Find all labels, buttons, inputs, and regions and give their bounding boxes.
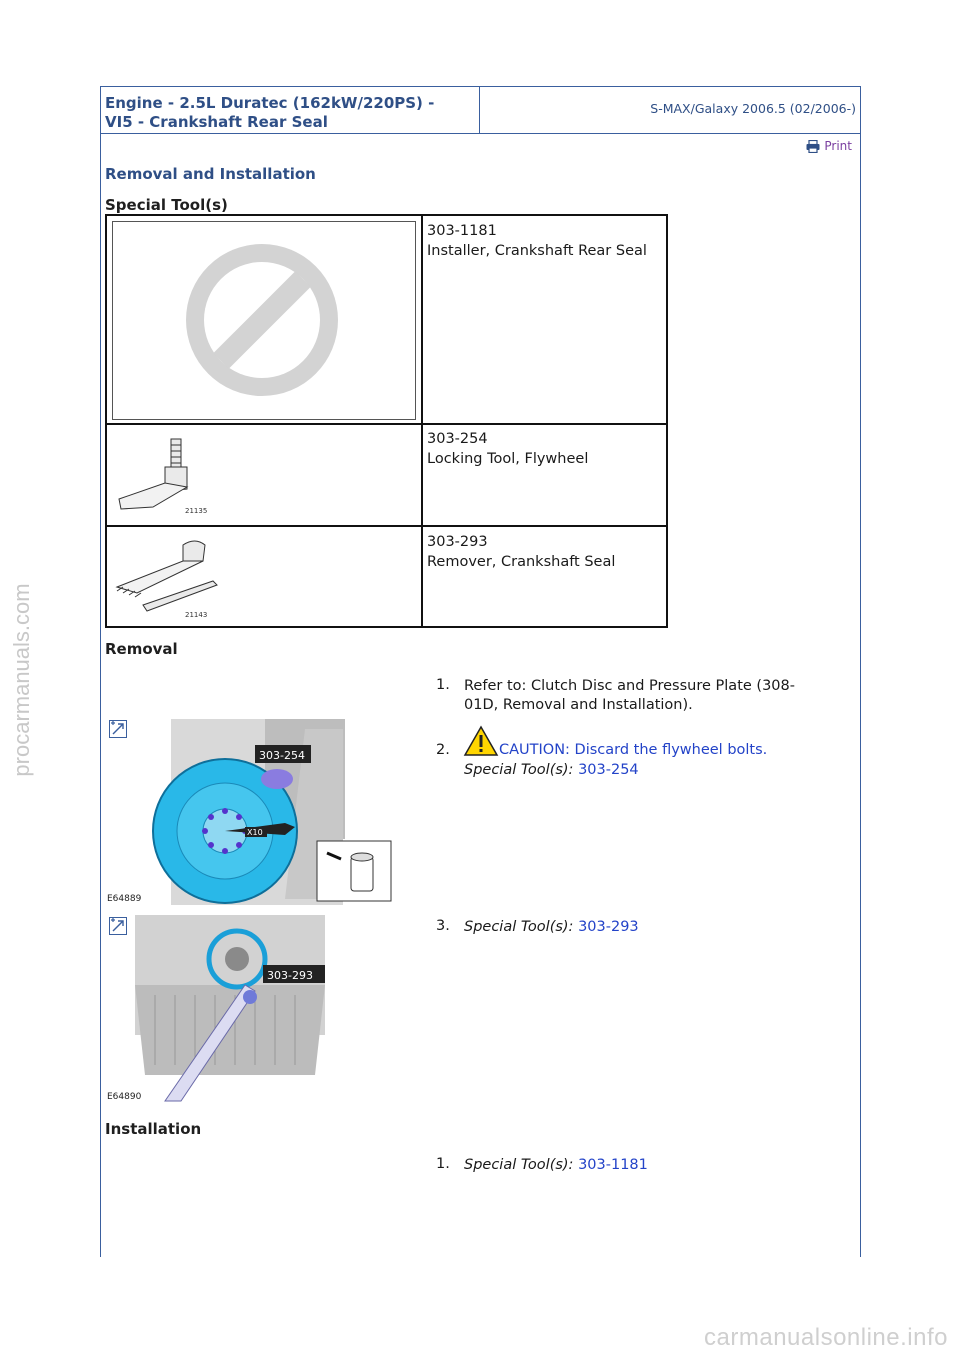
special-tools-table xyxy=(105,214,668,628)
step-text-line: 01D, Removal and Installation). xyxy=(464,697,693,713)
step-text-line: Refer to: Clutch Disc and Pressure Plate (308- xyxy=(464,678,795,694)
tool-link-303-293[interactable]: 303-293 xyxy=(578,919,639,935)
installation-heading: Installation xyxy=(105,1120,202,1138)
removal-step-3-tools xyxy=(464,918,639,937)
tool-link-303-254[interactable]: 303-254 xyxy=(578,762,639,778)
tool-number: 303-293 xyxy=(427,534,488,550)
step-number: 1. xyxy=(436,677,450,693)
caution-text: CAUTION: Discard the flywheel bolts. xyxy=(499,742,768,758)
removal-heading: Removal xyxy=(105,640,178,658)
special-tools-label: Special Tool(s): xyxy=(464,1157,574,1173)
figure-flywheel-locking xyxy=(105,719,397,905)
special-tools-label: Special Tool(s): xyxy=(464,919,574,935)
tool-name: Installer, Crankshaft Rear Seal xyxy=(427,243,647,259)
removal-step-2-tools xyxy=(464,761,639,780)
figure-id: E64889 xyxy=(107,894,142,904)
printer-icon xyxy=(806,140,820,153)
figure-callout: 303-254 xyxy=(259,749,305,762)
table-divider xyxy=(421,216,423,626)
figure-marker: X10 xyxy=(247,828,263,837)
step-number: 3. xyxy=(436,918,450,934)
tool-number: 303-254 xyxy=(427,431,488,447)
removal-step-1 xyxy=(464,677,844,715)
bottom-watermark: carmanualsonline.info xyxy=(704,1324,948,1351)
tool-link-303-1181[interactable]: 303-1181 xyxy=(578,1157,648,1173)
figure-callout: 303-293 xyxy=(267,969,313,982)
remover-tool-image xyxy=(113,531,413,623)
tool-name: Remover, Crankshaft Seal xyxy=(427,554,616,570)
page-title: Removal and Installation xyxy=(105,165,316,183)
tool-row-2 xyxy=(427,429,588,469)
warning-icon xyxy=(463,725,499,757)
tool-row-1 xyxy=(427,221,647,261)
no-image-icon xyxy=(113,222,415,419)
document-frame xyxy=(100,86,861,1257)
tool-image-placeholder xyxy=(112,221,416,420)
document-header xyxy=(101,87,860,134)
installation-step-1-tools xyxy=(464,1156,648,1175)
header-divider xyxy=(479,87,480,133)
locking-tool-image xyxy=(113,429,413,521)
print-button[interactable] xyxy=(806,139,852,153)
figure-id: E64890 xyxy=(107,1092,142,1102)
vehicle-model: S-MAX/Galaxy 2006.5 (02/2006-) xyxy=(650,101,856,116)
tool-code: 21135 xyxy=(185,507,208,515)
print-label: Print xyxy=(824,139,852,153)
special-tools-heading: Special Tool(s) xyxy=(105,196,228,214)
document-title xyxy=(105,94,475,132)
side-watermark xyxy=(0,0,40,1358)
tool-code: 21143 xyxy=(185,611,208,619)
table-divider xyxy=(107,525,666,527)
title-line-1: Engine - 2.5L Duratec (162kW/220PS) - xyxy=(105,94,435,112)
figure-seal-remover xyxy=(105,915,329,1105)
tool-name: Locking Tool, Flywheel xyxy=(427,451,589,467)
side-watermark-text: procarmanuals.com xyxy=(9,583,34,777)
table-divider xyxy=(107,423,666,425)
step-number: 1. xyxy=(436,1156,450,1172)
tool-row-3 xyxy=(427,532,615,572)
special-tools-label: Special Tool(s): xyxy=(464,762,574,778)
title-line-2: VI5 - Crankshaft Rear Seal xyxy=(105,113,328,131)
step-number: 2. xyxy=(436,742,450,758)
tool-number: 303-1181 xyxy=(427,223,497,239)
